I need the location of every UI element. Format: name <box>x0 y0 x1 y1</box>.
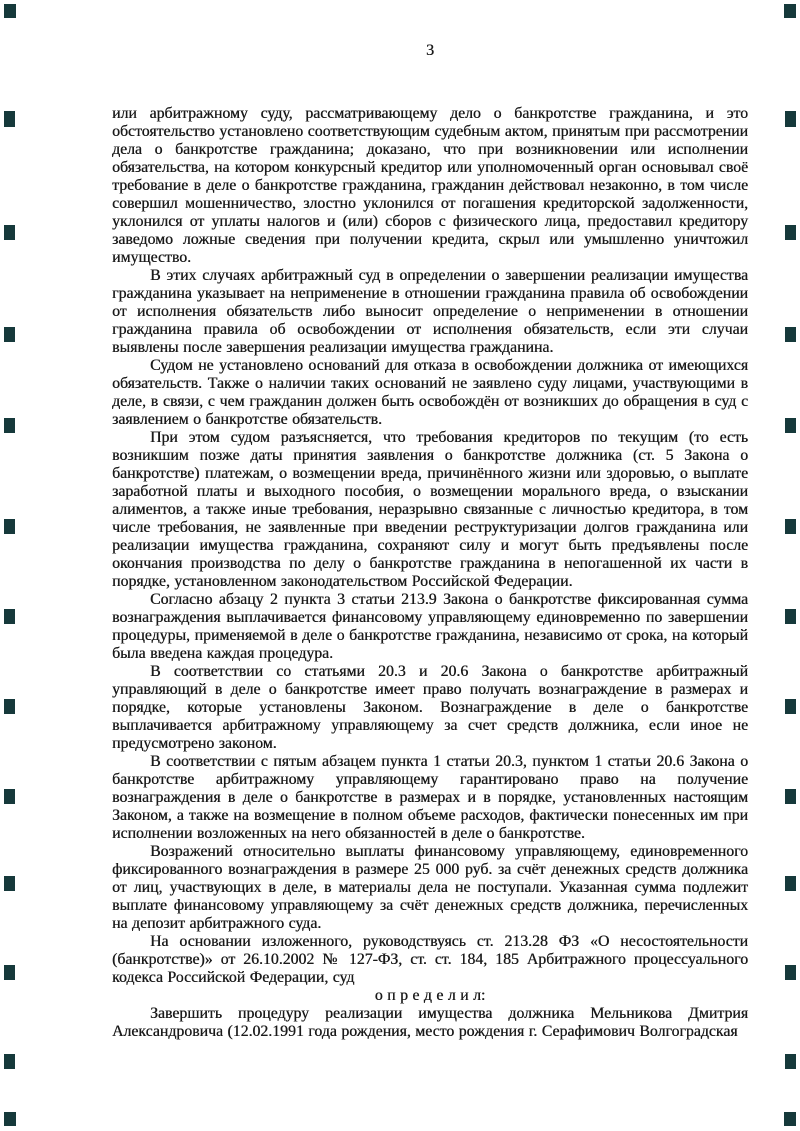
scan-artifact <box>785 519 796 534</box>
scan-artifact <box>4 1054 15 1069</box>
scan-artifact <box>785 789 796 804</box>
scan-artifact <box>4 4 16 18</box>
document-body <box>112 105 748 1041</box>
scan-artifact <box>4 789 15 804</box>
scan-artifact <box>785 327 796 342</box>
paragraph: Судом не установлено оснований для отказа в освобождении должника от имеющихся обязательств. Также о наличии таких оснований не заявлено суду лицами, участвующими в деле, в связи, с чем гражданин должен быть освобождён от возникших до обращения в суд с заявлением о банкротстве обязательств. <box>112 357 748 428</box>
scan-artifact <box>785 225 796 240</box>
scan-artifact <box>784 1112 796 1126</box>
paragraph: На основании изложенного, руководствуясь ст. 213.28 ФЗ «О несостоятельности (банкротстве)» от 26.10.2002 № 127-ФЗ, ст. ст. 184, 185 Арбитражного процессуального кодекса Российской Федерации, суд <box>112 933 748 986</box>
scan-artifact <box>4 876 15 891</box>
paragraph: Согласно абзацу 2 пункта 3 статьи 213.9 Закона о банкротстве фиксированная сумма вознаграждения выплачивается финансовому управляющему единовременно по завершении процедуры, применяемой в деле о банкротстве гражданина, независимо от срока, на который была введена каждая процедура. <box>112 591 748 662</box>
page-number: 3 <box>426 42 434 59</box>
scan-artifact <box>4 1112 16 1126</box>
ruling-heading: о п р е д е л и л: <box>374 987 486 1004</box>
paragraph: В этих случаях арбитражный суд в определении о завершении реализации имущества гражданина указывает на неприменение в отношении гражданина правила об освобождении от исполнения обязательств либо выносит определение о неприменении в отношении гражданина правила об освобождении от исполнения обязательств, если эти случаи выявлены после завершения реализации имущества гражданина. <box>112 267 748 356</box>
scan-artifact <box>785 699 796 714</box>
scan-artifact <box>4 225 15 240</box>
paragraph: В соответствии с пятым абзацем пункта 1 статьи 20.3, пунктом 1 статьи 20.6 Закона о банкротстве арбитражному управляющему гарантировано право на получение вознаграждения в деле о банкротстве в размерах и в порядке, установленных настоящим Законом, а также на возмещение в полном объеме расходов, фактически понесенных им при исполнении возложенных на него обязанностей в деле о банкротстве. <box>112 753 748 842</box>
paragraph: или арбитражному суду, рассматривающему дело о банкротстве гражданина, и это обстоятельство установлено соответствующим судебным актом, принятым при рассмотрении дела о банкротстве гражданина; доказано, что при возникновении или исполнении обязательства, на котором конкурсный кредитор или уполномоченный орган основывал своё требование в деле о банкротстве гражданина, гражданин действовал незаконно, в том числе совершил мошенничество, злостно уклонился от погашения кредиторской задолженности, уклонился от уплаты налогов и (или) сборов с физического лица, предоставил кредитору заведомо ложные сведения при получении кредита, скрыл или умышленно уничтожил имущество. <box>112 105 748 266</box>
scan-artifact <box>785 609 796 624</box>
scan-artifact <box>785 111 796 127</box>
paragraph: При этом судом разъясняется, что требования кредиторов по текущим (то есть возникшим позже даты принятия заявления о банкротстве должника (ст. 5 Закона о банкротстве) платежам, о возмещении вреда, причинённого жизни или здоровью, о выплате заработной платы и выходного пособия, о возмещении морального вреда, о взыскании алиментов, а также иные требования, неразрывно связанные с личностью кредитора, в том числе требования, не заявленные при введении реструктуризации долгов гражданина или реализации имущества гражданина, сохраняют силу и могут быть предъявлены после окончания производства по делу о банкротстве гражданина в непогашенной их части в порядке, установленном законодательством Российской Федерации. <box>112 429 748 590</box>
scan-artifact <box>4 418 15 433</box>
scan-artifact <box>4 965 15 980</box>
paragraph: В соответствии со статьями 20.3 и 20.6 Закона о банкротстве арбитражный управляющий в деле о банкротстве имеет право получать вознаграждение в размерах и порядке, которые установлены Законом. Вознаграждение в деле о банкротстве выплачивается арбитражному управляющему за счет средств должника, если иное не предусмотрено законом. <box>112 663 748 752</box>
paragraph: Возражений относительно выплаты финансовому управляющему, единовременного фиксированного вознаграждения в размере 25 000 руб. за счёт денежных средств должника от лиц, участвующих в деле, в материалы дела не поступали. Указанная сумма подлежит выплате финансовому управляющему за счёт денежных средств должника, перечисленных на депозит арбитражного суда. <box>112 843 748 932</box>
scan-artifact <box>784 4 796 18</box>
scan-artifact <box>785 876 796 891</box>
scan-artifact <box>4 327 15 342</box>
scan-artifact <box>785 1054 796 1069</box>
scan-artifact <box>785 965 796 980</box>
scan-artifact <box>4 111 15 127</box>
scan-artifact <box>4 519 15 534</box>
scan-artifact <box>785 418 796 433</box>
paragraph: Завершить процедуру реализации имущества должника Мельникова Дмитрия Александровича (12.02.1991 года рождения, место рождения г. Серафимович Волгоградская <box>112 1005 748 1040</box>
scan-artifact <box>4 609 15 624</box>
scan-artifact <box>4 699 15 714</box>
